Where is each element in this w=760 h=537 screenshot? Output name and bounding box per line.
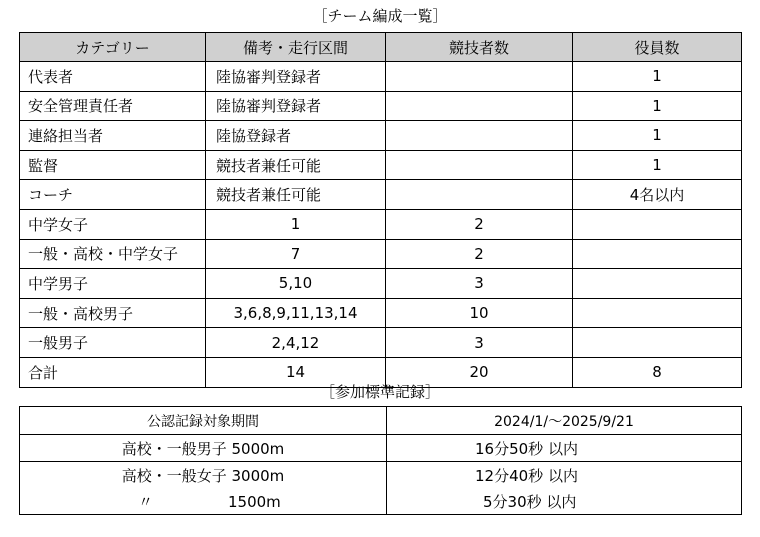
- note-cell: 競技者兼任可能: [206, 180, 386, 210]
- officials-cell: 1: [573, 150, 742, 180]
- table-row: [20, 239, 742, 269]
- category-cell: 代表者: [20, 62, 206, 92]
- category-cell: 中学女子: [20, 209, 206, 239]
- team-table-title: ［チーム編成一覧］: [312, 7, 448, 25]
- note-cell: 陸協審判登録者: [206, 91, 386, 121]
- note-cell: 3,6,8,9,11,13,14: [206, 298, 386, 328]
- category-cell: 安全管理責任者: [20, 91, 206, 121]
- note-cell: 14: [206, 357, 386, 387]
- athletes-cell: 10: [386, 298, 573, 328]
- officials-cell: [573, 209, 742, 239]
- category-cell: 連絡担当者: [20, 121, 206, 151]
- note-cell: 7: [206, 239, 386, 269]
- period-value: 2024/1/～2025/9/21: [387, 407, 742, 435]
- table-row: [20, 328, 742, 358]
- category-cell: 一般・高校・中学女子: [20, 239, 206, 269]
- athletes-cell: [386, 121, 573, 151]
- event-cell: 高校・一般男子 5000m: [20, 435, 387, 462]
- officials-cell: 8: [573, 357, 742, 387]
- note-cell: 陸協審判登録者: [206, 62, 386, 92]
- category-cell: 中学男子: [20, 269, 206, 299]
- table-row: [20, 298, 742, 328]
- athletes-cell: 3: [386, 269, 573, 299]
- note-cell: 1: [206, 209, 386, 239]
- team-composition-table: [19, 32, 742, 388]
- header-officials: 役員数: [573, 33, 742, 62]
- header-athletes: 競技者数: [386, 33, 573, 62]
- table-row: [20, 150, 742, 180]
- ditto-mark: 〃: [138, 492, 154, 511]
- note-cell: 5,10: [206, 269, 386, 299]
- event-cell: [20, 488, 387, 515]
- officials-cell: 1: [573, 91, 742, 121]
- records-header-row: [20, 407, 742, 435]
- athletes-cell: [386, 91, 573, 121]
- table-row: [20, 488, 742, 515]
- note-cell: 2,4,12: [206, 328, 386, 358]
- category-cell: 一般・高校男子: [20, 298, 206, 328]
- officials-cell: 4名以内: [573, 180, 742, 210]
- officials-cell: 1: [573, 121, 742, 151]
- standard-cell: 5分30秒 以内: [387, 488, 742, 515]
- table-row: [20, 209, 742, 239]
- athletes-cell: 2: [386, 239, 573, 269]
- officials-cell: [573, 269, 742, 299]
- table-row: [20, 91, 742, 121]
- event-cell: 高校・一般女子 3000m: [20, 462, 387, 489]
- records-table-title: ［参加標準記録］: [319, 383, 440, 401]
- standard-cell: 16分50秒 以内: [387, 435, 742, 462]
- event-distance: 1500m: [228, 492, 281, 511]
- note-cell: 陸協登録者: [206, 121, 386, 151]
- header-category: カテゴリー: [20, 33, 206, 62]
- officials-cell: [573, 328, 742, 358]
- category-cell: 監督: [20, 150, 206, 180]
- table-row: [20, 269, 742, 299]
- athletes-cell: 3: [386, 328, 573, 358]
- category-cell: 合計: [20, 357, 206, 387]
- athletes-cell: 20: [386, 357, 573, 387]
- table-header-row: [20, 33, 742, 62]
- note-cell: 競技者兼任可能: [206, 150, 386, 180]
- standard-records-table: [19, 406, 742, 515]
- table-row: [20, 180, 742, 210]
- athletes-cell: [386, 180, 573, 210]
- athletes-cell: 2: [386, 209, 573, 239]
- period-label: 公認記録対象期間: [20, 407, 387, 435]
- athletes-cell: [386, 150, 573, 180]
- category-cell: 一般男子: [20, 328, 206, 358]
- officials-cell: [573, 298, 742, 328]
- table-row: [20, 435, 742, 462]
- category-cell: コーチ: [20, 180, 206, 210]
- standard-cell: 12分40秒 以内: [387, 462, 742, 489]
- table-row: [20, 462, 742, 489]
- officials-cell: 1: [573, 62, 742, 92]
- header-note: 備考・走行区間: [206, 33, 386, 62]
- table-row: [20, 62, 742, 92]
- table-row: [20, 121, 742, 151]
- officials-cell: [573, 239, 742, 269]
- athletes-cell: [386, 62, 573, 92]
